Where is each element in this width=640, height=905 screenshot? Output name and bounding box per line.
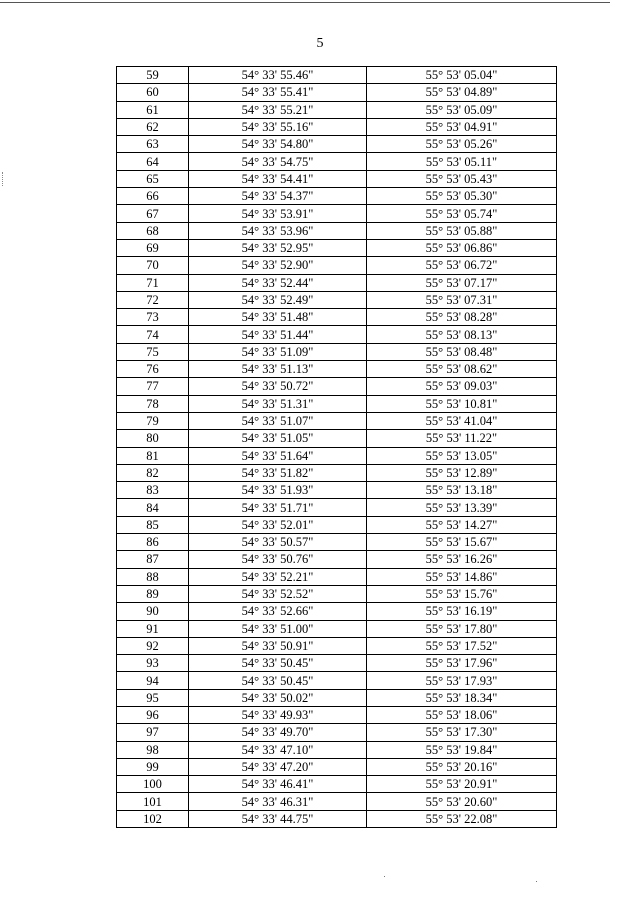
longitude-cell: 55° 53' 06.86": [367, 239, 557, 256]
longitude-cell: 55° 53' 13.05": [367, 447, 557, 464]
latitude-cell: 54° 33' 50.45": [189, 672, 367, 689]
table-row: [117, 724, 557, 741]
longitude-cell: 55° 53' 17.52": [367, 637, 557, 654]
point-number-cell: 75: [117, 343, 189, 360]
longitude-cell: 55° 53' 15.67": [367, 534, 557, 551]
point-number-cell: 61: [117, 101, 189, 118]
longitude-cell: 55° 53' 05.43": [367, 170, 557, 187]
longitude-cell: 55° 53' 05.88": [367, 222, 557, 239]
point-number-cell: 72: [117, 291, 189, 308]
table-row: [117, 603, 557, 620]
point-number-cell: 100: [117, 776, 189, 793]
point-number-cell: 73: [117, 309, 189, 326]
point-number-cell: 102: [117, 810, 189, 827]
scan-speck: [536, 881, 537, 882]
latitude-cell: 54° 33' 50.57": [189, 534, 367, 551]
latitude-cell: 54° 33' 52.01": [189, 516, 367, 533]
longitude-cell: 55° 53' 07.17": [367, 274, 557, 291]
longitude-cell: 55° 53' 05.30": [367, 188, 557, 205]
longitude-cell: 55° 53' 20.91": [367, 776, 557, 793]
table-row: [117, 655, 557, 672]
point-number-cell: 78: [117, 395, 189, 412]
table-row: [117, 274, 557, 291]
latitude-cell: 54° 33' 52.49": [189, 291, 367, 308]
longitude-cell: 55° 53' 18.06": [367, 706, 557, 723]
table-row: [117, 499, 557, 516]
point-number-cell: 64: [117, 153, 189, 170]
longitude-cell: 55° 53' 05.04": [367, 67, 557, 84]
table-row: [117, 706, 557, 723]
longitude-cell: 55° 53' 06.72": [367, 257, 557, 274]
table-row: [117, 810, 557, 827]
point-number-cell: 66: [117, 188, 189, 205]
point-number-cell: 93: [117, 655, 189, 672]
longitude-cell: 55° 53' 19.84": [367, 741, 557, 758]
longitude-cell: 55° 53' 41.04": [367, 412, 557, 429]
latitude-cell: 54° 33' 54.80": [189, 136, 367, 153]
point-number-cell: 79: [117, 412, 189, 429]
point-number-cell: 95: [117, 689, 189, 706]
latitude-cell: 54° 33' 54.75": [189, 153, 367, 170]
point-number-cell: 65: [117, 170, 189, 187]
table-row: [117, 430, 557, 447]
latitude-cell: 54° 33' 55.41": [189, 84, 367, 101]
table-row: [117, 637, 557, 654]
point-number-cell: 101: [117, 793, 189, 810]
table-row: [117, 361, 557, 378]
longitude-cell: 55° 53' 22.08": [367, 810, 557, 827]
longitude-cell: 55° 53' 13.18": [367, 482, 557, 499]
latitude-cell: 54° 33' 51.09": [189, 343, 367, 360]
point-number-cell: 96: [117, 706, 189, 723]
longitude-cell: 55° 53' 17.93": [367, 672, 557, 689]
point-number-cell: 70: [117, 257, 189, 274]
point-number-cell: 69: [117, 239, 189, 256]
point-number-cell: 77: [117, 378, 189, 395]
latitude-cell: 54° 33' 51.44": [189, 326, 367, 343]
latitude-cell: 54° 33' 49.93": [189, 706, 367, 723]
table-row: [117, 101, 557, 118]
point-number-cell: 74: [117, 326, 189, 343]
latitude-cell: 54° 33' 51.93": [189, 482, 367, 499]
longitude-cell: 55° 53' 05.11": [367, 153, 557, 170]
longitude-cell: 55° 53' 08.13": [367, 326, 557, 343]
point-number-cell: 99: [117, 758, 189, 775]
point-number-cell: 86: [117, 534, 189, 551]
table-row: [117, 551, 557, 568]
latitude-cell: 54° 33' 50.76": [189, 551, 367, 568]
point-number-cell: 82: [117, 464, 189, 481]
point-number-cell: 80: [117, 430, 189, 447]
latitude-cell: 54° 33' 54.41": [189, 170, 367, 187]
point-number-cell: 63: [117, 136, 189, 153]
table-row: [117, 758, 557, 775]
latitude-cell: 54° 33' 51.48": [189, 309, 367, 326]
table-row: [117, 464, 557, 481]
table-row: [117, 326, 557, 343]
point-number-cell: 91: [117, 620, 189, 637]
table-row: [117, 239, 557, 256]
longitude-cell: 55° 53' 12.89": [367, 464, 557, 481]
table-row: [117, 776, 557, 793]
latitude-cell: 54° 33' 53.96": [189, 222, 367, 239]
latitude-cell: 54° 33' 55.16": [189, 118, 367, 135]
latitude-cell: 54° 33' 51.13": [189, 361, 367, 378]
point-number-cell: 59: [117, 67, 189, 84]
longitude-cell: 55° 53' 04.89": [367, 84, 557, 101]
point-number-cell: 87: [117, 551, 189, 568]
latitude-cell: 54° 33' 52.95": [189, 239, 367, 256]
latitude-cell: 54° 33' 54.37": [189, 188, 367, 205]
page-number: 5: [316, 36, 324, 51]
longitude-cell: 55° 53' 16.26": [367, 551, 557, 568]
table-row: [117, 672, 557, 689]
longitude-cell: 55° 53' 13.39": [367, 499, 557, 516]
table-row: [117, 67, 557, 84]
point-number-cell: 85: [117, 516, 189, 533]
longitude-cell: 55° 53' 05.26": [367, 136, 557, 153]
top-rule: [0, 2, 610, 3]
longitude-cell: 55° 53' 09.03": [367, 378, 557, 395]
longitude-cell: 55° 53' 14.27": [367, 516, 557, 533]
point-number-cell: 89: [117, 585, 189, 602]
latitude-cell: 54° 33' 50.72": [189, 378, 367, 395]
longitude-cell: 55° 53' 20.16": [367, 758, 557, 775]
point-number-cell: 76: [117, 361, 189, 378]
table-row: [117, 205, 557, 222]
longitude-cell: 55° 53' 17.80": [367, 620, 557, 637]
table-row: [117, 188, 557, 205]
table-row: [117, 170, 557, 187]
latitude-cell: 54° 33' 51.07": [189, 412, 367, 429]
latitude-cell: 54° 33' 51.05": [189, 430, 367, 447]
table-row: [117, 620, 557, 637]
table-row: [117, 222, 557, 239]
table-row: [117, 257, 557, 274]
point-number-cell: 81: [117, 447, 189, 464]
point-number-cell: 62: [117, 118, 189, 135]
table-row: [117, 118, 557, 135]
longitude-cell: 55° 53' 17.96": [367, 655, 557, 672]
longitude-cell: 55° 53' 14.86": [367, 568, 557, 585]
latitude-cell: 54° 33' 47.10": [189, 741, 367, 758]
latitude-cell: 54° 33' 46.41": [189, 776, 367, 793]
longitude-cell: 55° 53' 20.60": [367, 793, 557, 810]
table-row: [117, 395, 557, 412]
point-number-cell: 71: [117, 274, 189, 291]
latitude-cell: 54° 33' 44.75": [189, 810, 367, 827]
latitude-cell: 54° 33' 50.02": [189, 689, 367, 706]
table-row: [117, 516, 557, 533]
point-number-cell: 83: [117, 482, 189, 499]
table-row: [117, 153, 557, 170]
point-number-cell: 88: [117, 568, 189, 585]
longitude-cell: 55° 53' 04.91": [367, 118, 557, 135]
longitude-cell: 55° 53' 17.30": [367, 724, 557, 741]
latitude-cell: 54° 33' 52.66": [189, 603, 367, 620]
table-row: [117, 741, 557, 758]
longitude-cell: 55° 53' 05.74": [367, 205, 557, 222]
table-row: [117, 585, 557, 602]
latitude-cell: 54° 33' 51.00": [189, 620, 367, 637]
table-row: [117, 534, 557, 551]
point-number-cell: 68: [117, 222, 189, 239]
latitude-cell: 54° 33' 55.21": [189, 101, 367, 118]
latitude-cell: 54° 33' 52.90": [189, 257, 367, 274]
margin-mark: [2, 172, 4, 186]
table-row: [117, 378, 557, 395]
point-number-cell: 90: [117, 603, 189, 620]
latitude-cell: 54° 33' 53.91": [189, 205, 367, 222]
longitude-cell: 55° 53' 18.34": [367, 689, 557, 706]
longitude-cell: 55° 53' 05.09": [367, 101, 557, 118]
table-row: [117, 84, 557, 101]
table-row: [117, 412, 557, 429]
latitude-cell: 54° 33' 51.64": [189, 447, 367, 464]
longitude-cell: 55° 53' 11.22": [367, 430, 557, 447]
table-row: [117, 136, 557, 153]
table-row: [117, 689, 557, 706]
table-row: [117, 343, 557, 360]
point-number-cell: 84: [117, 499, 189, 516]
point-number-cell: 98: [117, 741, 189, 758]
scan-speck: [384, 876, 385, 877]
latitude-cell: 54° 33' 52.52": [189, 585, 367, 602]
longitude-cell: 55° 53' 07.31": [367, 291, 557, 308]
longitude-cell: 55° 53' 08.28": [367, 309, 557, 326]
point-number-cell: 60: [117, 84, 189, 101]
latitude-cell: 54° 33' 52.21": [189, 568, 367, 585]
point-number-cell: 97: [117, 724, 189, 741]
latitude-cell: 54° 33' 50.91": [189, 637, 367, 654]
table-row: [117, 291, 557, 308]
coordinates-table: [116, 66, 557, 828]
longitude-cell: 55° 53' 10.81": [367, 395, 557, 412]
point-number-cell: 94: [117, 672, 189, 689]
latitude-cell: 54° 33' 46.31": [189, 793, 367, 810]
latitude-cell: 54° 33' 55.46": [189, 67, 367, 84]
point-number-cell: 92: [117, 637, 189, 654]
longitude-cell: 55° 53' 16.19": [367, 603, 557, 620]
longitude-cell: 55° 53' 08.62": [367, 361, 557, 378]
longitude-cell: 55° 53' 15.76": [367, 585, 557, 602]
coordinates-table-body: [117, 67, 557, 828]
latitude-cell: 54° 33' 51.31": [189, 395, 367, 412]
latitude-cell: 54° 33' 51.82": [189, 464, 367, 481]
table-row: [117, 568, 557, 585]
point-number-cell: 67: [117, 205, 189, 222]
latitude-cell: 54° 33' 52.44": [189, 274, 367, 291]
latitude-cell: 54° 33' 49.70": [189, 724, 367, 741]
latitude-cell: 54° 33' 47.20": [189, 758, 367, 775]
latitude-cell: 54° 33' 50.45": [189, 655, 367, 672]
table-row: [117, 447, 557, 464]
table-row: [117, 482, 557, 499]
table-row: [117, 793, 557, 810]
longitude-cell: 55° 53' 08.48": [367, 343, 557, 360]
table-row: [117, 309, 557, 326]
latitude-cell: 54° 33' 51.71": [189, 499, 367, 516]
